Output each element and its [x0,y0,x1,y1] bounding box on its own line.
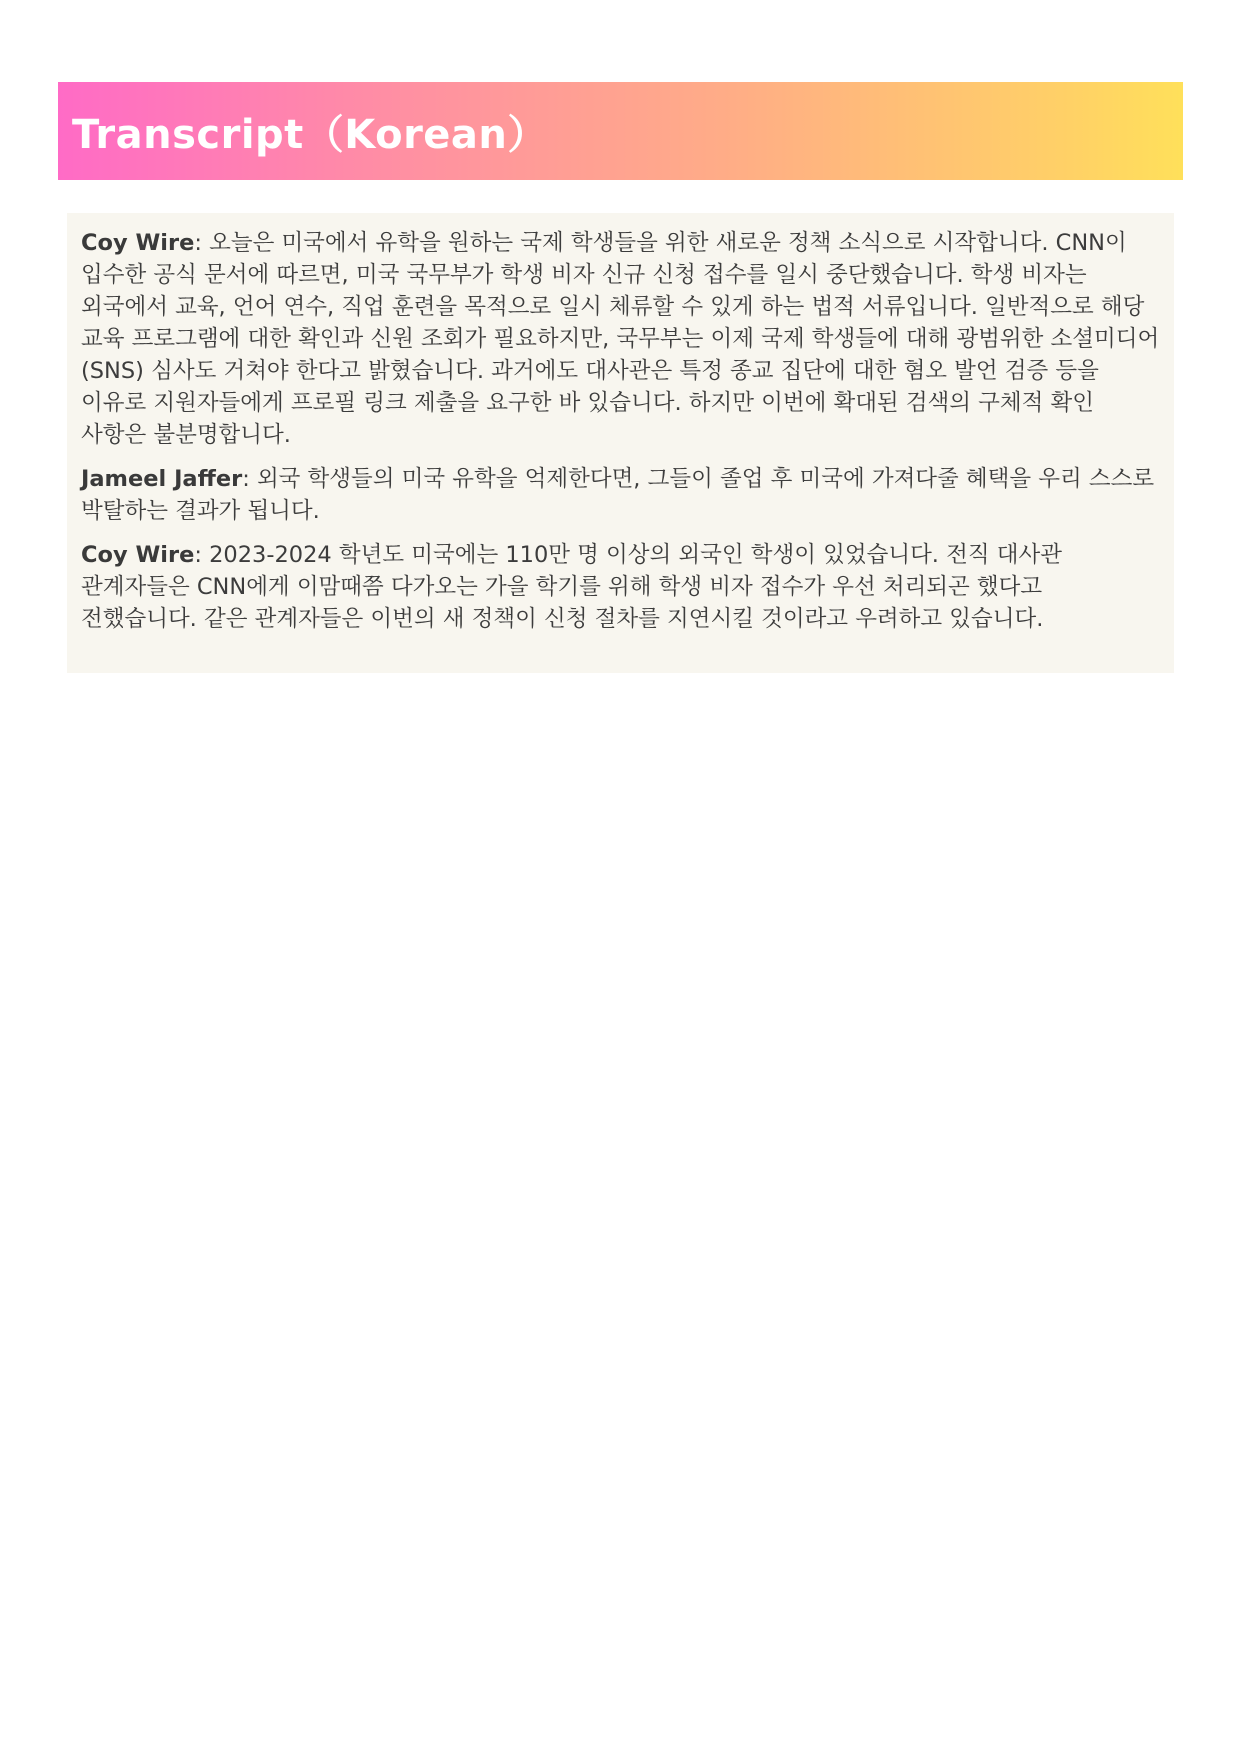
speech-text: 2023-2024 학년도 미국에는 110만 명 이상의 외국인 학생이 있었습니다. 전직 대사관 관계자들은 CNN에게 이맘때쯤 다가오는 가을 학기를 위해 학생 비자 접수가 우선 처리되곤 했다고 전했습니다. 같은 관계자들은 이번의 새 정책이 신청 절차를 지연시킬 것이라고 우려하고 있습니다. [81,542,1062,632]
speaker-name: Coy Wire [81,230,195,256]
page-title: Transcript（Korean） [72,111,548,158]
transcript-panel [67,213,1174,673]
speaker-name: Jameel Jaffer [81,466,243,492]
transcript-entry: Coy Wire: 2023-2024 학년도 미국에는 110만 명 이상의 외국인 학생이 있었습니다. 전직 대사관 관계자들은 CNN에게 이맘때쯤 다가오는 가을 학기를 위해 학생 비자 접수가 우선 처리되곤 했다고 전했습니다. 같은 관계자들은 이번의 새 정책이 신청 절차를 지연시킬 것이라고 우려하고 있습니다. [81,542,1062,632]
speech-text: 오늘은 미국에서 유학을 원하는 국제 학생들을 위한 새로운 정책 소식으로 시작합니다. CNN이 입수한 공식 문서에 따르면, 미국 국무부가 학생 비자 신규 신청 접수를 일시 중단했습니다. 학생 비자는 외국에서 교육, 언어 연수, 직업 훈련을 목적으로 일시 체류할 수 있게 하는 법적 서류입니다. 일반적으로 해당 교육 프로그램에 대한 확인과 신원 조회가 필요하지만, 국무부는 이제 국제 학생들에 대해 광범위한 소셜미디어(SNS) 심사도 거쳐야 한다고 밝혔습니다. 과거에도 대사관은 특정 종교 집단에 대한 혐오 발언 검증 등을 이유로 지원자들에게 프로필 링크 제출을 요구한 바 있습니다. 하지만 이번에 확대된 검색의 구체적 확인 사항은 불분명합니다. [81,230,1160,448]
speaker-name: Coy Wire [81,542,195,568]
transcript-entry: Coy Wire: 오늘은 미국에서 유학을 원하는 국제 학생들을 위한 새로운 정책 소식으로 시작합니다. CNN이 입수한 공식 문서에 따르면, 미국 국무부가 학생 비자 신규 신청 접수를 일시 중단했습니다. 학생 비자는 외국에서 교육, 언어 연수, 직업 훈련을 목적으로 일시 체류할 수 있게 하는 법적 서류입니다. 일반적으로 해당 교육 프로그램에 대한 확인과 신원 조회가 필요하지만, 국무부는 이제 국제 학생들에 대해 광범위한 소셜미디어(SNS) 심사도 거쳐야 한다고 밝혔습니다. 과거에도 대사관은 특정 종교 집단에 대한 혐오 발언 검증 등을 이유로 지원자들에게 프로필 링크 제출을 요구한 바 있습니다. 하지만 이번에 확대된 검색의 구체적 확인 사항은 불분명합니다. [81,230,1160,448]
transcript-entry: Jameel Jaffer: 외국 학생들의 미국 유학을 억제한다면, 그들이 졸업 후 미국에 가져다줄 혜택을 우리 스스로 박탈하는 결과가 됩니다. [81,466,1155,524]
speech-text: 외국 학생들의 미국 유학을 억제한다면, 그들이 졸업 후 미국에 가져다줄 혜택을 우리 스스로 박탈하는 결과가 됩니다. [81,466,1155,524]
title-banner [58,82,1183,180]
